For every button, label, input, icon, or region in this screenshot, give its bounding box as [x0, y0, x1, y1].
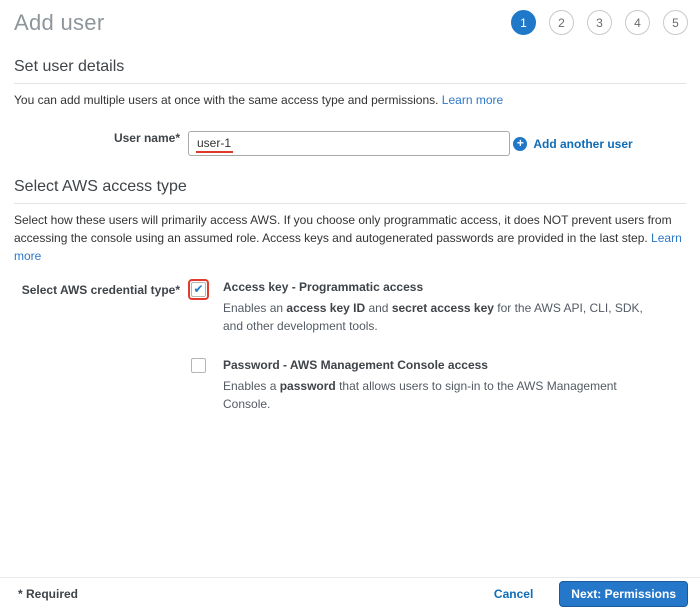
- checkmark-icon: ✔: [193, 282, 204, 296]
- user-name-label: User name*: [113, 131, 180, 145]
- desc-text: for the AWS API, CLI, SDK, and other development tools.: [223, 300, 643, 334]
- learn-more-link-user-details[interactable]: Learn more: [441, 93, 504, 107]
- desc-text-bold: secret access key: [391, 300, 494, 315]
- spellcheck-underline: [196, 151, 233, 153]
- required-note: * Required: [18, 587, 79, 601]
- learn-more-link-access-type[interactable]: Learn more: [14, 230, 682, 263]
- user-details-heading: Set user details: [14, 58, 686, 84]
- user-details-section: [0, 58, 700, 156]
- step-3-badge: 3: [587, 10, 612, 35]
- access-type-section: [0, 178, 700, 429]
- desc-text: that allows users to sign-in to the AWS Management Console.: [223, 378, 617, 412]
- step-2-badge: 2: [549, 10, 574, 35]
- user-name-input[interactable]: [188, 131, 510, 156]
- credential-type-row: [14, 280, 686, 429]
- annotation-highlight-box: [188, 279, 209, 300]
- wizard-footer: [0, 577, 700, 610]
- desc-text: and: [365, 300, 392, 315]
- access-type-description-text: Select how these users will primarily access AWS. If you choose only programmatic access, it does NOT prevent users from accessing the console using an assumed role. Access keys and autogenerated passwords are provided in the last step.: [14, 212, 672, 245]
- plus-circle-icon: +: [513, 137, 527, 151]
- wizard-step-indicator: [511, 10, 688, 35]
- access-type-description: [14, 211, 686, 265]
- step-5-badge: 5: [663, 10, 688, 35]
- add-another-user-link[interactable]: [513, 137, 632, 151]
- password-checkbox[interactable]: [191, 358, 206, 373]
- user-details-description: [14, 91, 686, 109]
- page-title: Add user: [14, 10, 105, 35]
- access-type-heading: Select AWS access type: [14, 178, 686, 204]
- cancel-button[interactable]: Cancel: [493, 587, 534, 601]
- credential-type-label: Select AWS credential type*: [21, 282, 180, 297]
- access-key-option: [188, 280, 663, 336]
- desc-text: Enables an: [223, 300, 287, 315]
- user-details-description-text: You can add multiple users at once with the same access type and permissions.: [14, 93, 442, 107]
- desc-text: Enables a: [223, 378, 280, 393]
- page-header: [0, 0, 700, 36]
- access-key-option-description: [223, 299, 663, 336]
- access-key-checkbox[interactable]: [191, 282, 206, 297]
- desc-text-bold: password: [279, 378, 336, 393]
- user-name-input-wrap: [188, 131, 510, 156]
- password-option-description: [223, 377, 663, 414]
- user-name-row: [14, 126, 686, 156]
- desc-text-bold: access key ID: [286, 300, 366, 315]
- step-4-badge: 4: [625, 10, 650, 35]
- next-permissions-button[interactable]: Next: Permissions: [559, 581, 688, 607]
- access-key-option-title: Access key - Programmatic access: [223, 279, 424, 294]
- add-another-user-label: Add another user: [533, 137, 633, 151]
- step-1-badge: 1: [511, 10, 536, 35]
- password-option: [188, 358, 663, 414]
- password-option-title: Password - AWS Management Console access: [223, 357, 488, 372]
